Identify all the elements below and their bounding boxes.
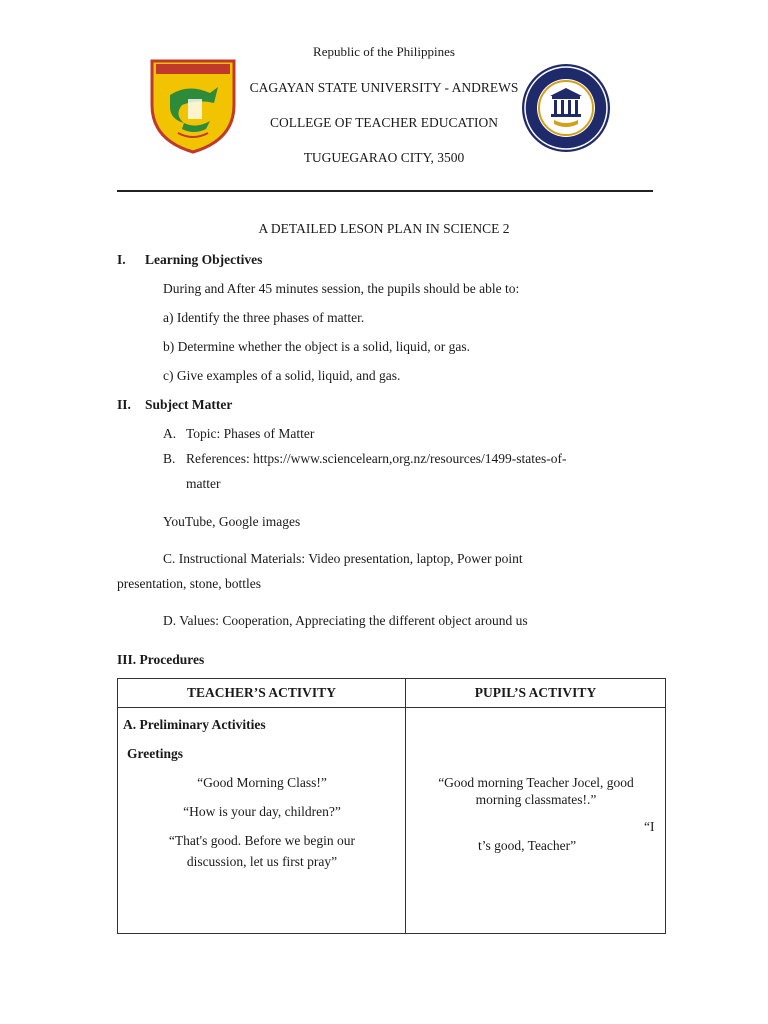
city-address: TUGUEGARAO CITY, 3500 xyxy=(303,150,465,165)
procedures-heading: III. Procedures xyxy=(117,652,205,667)
university-name: CAGAYAN STATE UNIVERSITY - ANDREWS xyxy=(249,80,519,95)
teacher-activity-cell xyxy=(118,708,406,934)
topic-text: Topic: Phases of Matter xyxy=(186,426,315,441)
list-marker: A. xyxy=(163,426,177,441)
procedures-table xyxy=(117,678,666,934)
references-text-cont: matter xyxy=(186,476,221,491)
objective-item: b) Determine whether the object is a solid, liquid, or gas. xyxy=(163,339,471,354)
materials-text: C. Instructional Materials: Video presentation, laptop, Power point xyxy=(163,551,523,566)
college-seal-logo xyxy=(520,62,612,154)
list-marker: B. xyxy=(163,451,176,466)
pupil-line: “I xyxy=(644,819,655,834)
greetings-heading: Greetings xyxy=(127,746,183,761)
republic-line: Republic of the Philippines xyxy=(313,44,455,59)
objective-item: c) Give examples of a solid, liquid, and gas. xyxy=(163,368,401,383)
college-name: COLLEGE OF TEACHER EDUCATION xyxy=(269,115,499,130)
values-text: D. Values: Cooperation, Appreciating the different object around us xyxy=(163,613,528,628)
section-number: I. xyxy=(117,252,126,267)
teacher-line: discussion, let us first pray” xyxy=(186,854,338,869)
teacher-line: “Good Morning Class!” xyxy=(197,775,327,790)
pupil-line: t’s good, Teacher” xyxy=(478,838,577,853)
pupil-activity-header: PUPIL’S ACTIVITY xyxy=(406,679,666,708)
section-heading: Subject Matter xyxy=(145,397,233,412)
objective-item: a) Identify the three phases of matter. xyxy=(163,310,365,325)
section-heading: Learning Objectives xyxy=(145,252,263,267)
materials-text-cont: presentation, stone, bottles xyxy=(117,576,261,591)
teacher-activity-header: TEACHER’S ACTIVITY xyxy=(118,679,406,708)
teacher-line: “How is your day, children?” xyxy=(183,804,341,819)
objectives-intro: During and After 45 minutes session, the pupils should be able to: xyxy=(163,281,520,296)
university-logo xyxy=(148,55,238,155)
section-number: II. xyxy=(117,397,131,412)
header-divider xyxy=(117,190,653,192)
references-extra: YouTube, Google images xyxy=(163,514,301,529)
pupil-line: morning classmates!.” xyxy=(475,792,597,807)
pupil-line: “Good morning Teacher Jocel, good xyxy=(438,775,634,790)
teacher-line: “That's good. Before we begin our xyxy=(168,833,356,848)
preliminary-activities-heading: A. Preliminary Activities xyxy=(123,717,266,732)
pupil-activity-cell xyxy=(406,708,666,934)
document-title: A DETAILED LESON PLAN IN SCIENCE 2 xyxy=(258,221,510,236)
references-text: References: https://www.sciencelearn,org.nz/resources/1499-states-of- xyxy=(186,451,567,466)
